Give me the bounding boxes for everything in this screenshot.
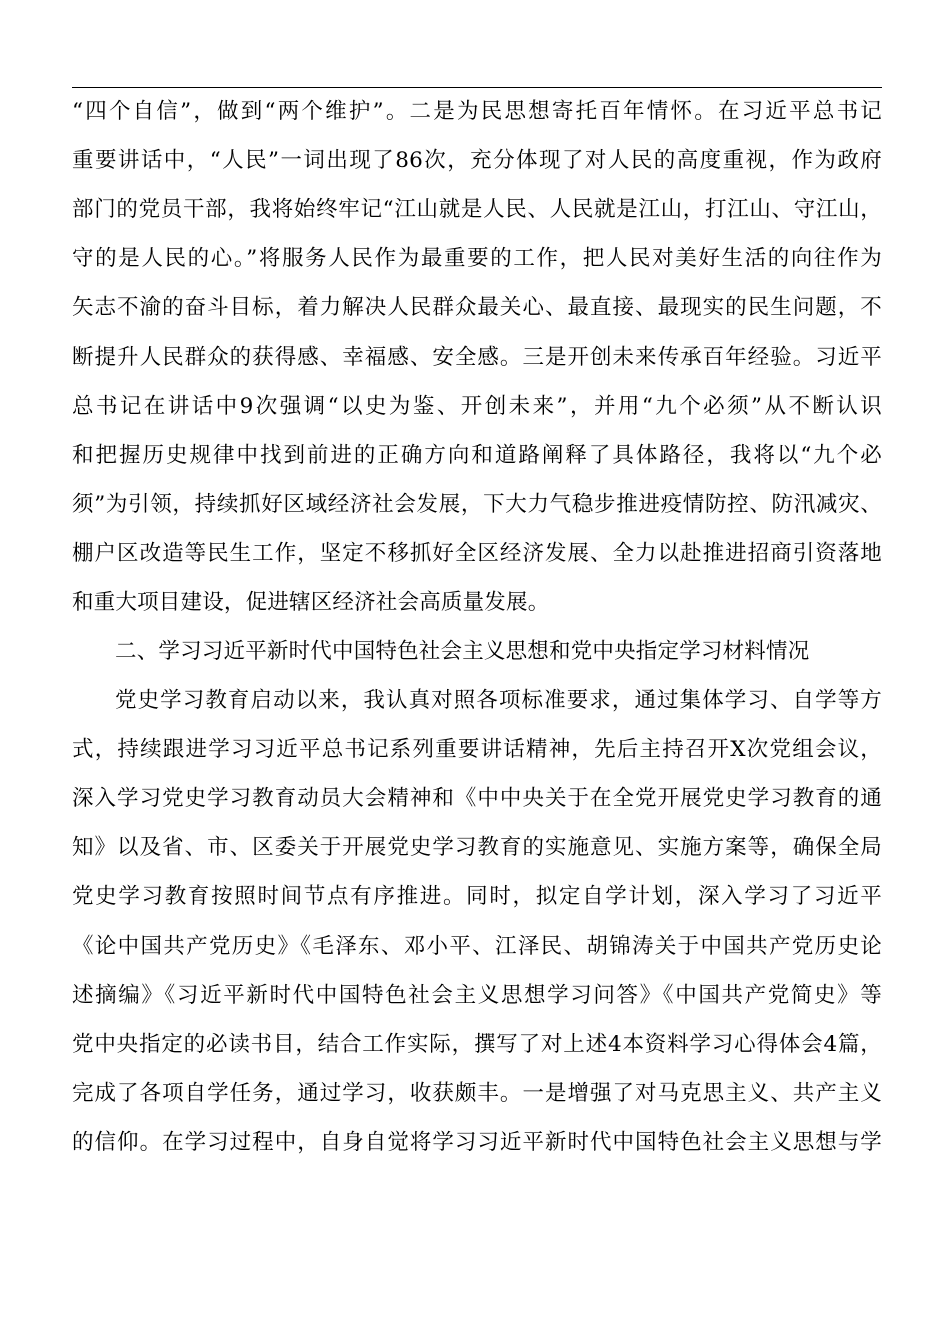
text-line: 棚户区改造等民生工作，坚定不移抓好全区经济发展、全力以赴推进招商引资落地 — [72, 541, 882, 566]
header-rule — [72, 87, 882, 88]
text-line: 知》以及省、市、区委关于开展党史学习教育的实施意见、实施方案等，确保全局 — [72, 835, 882, 860]
text-line: 矢志不渝的奋斗目标，着力解决人民群众最关心、最直接、最现实的民生问题，不 — [72, 295, 882, 320]
section-heading: 二、学习习近平新时代中国特色社会主义思想和党中央指定学习材料情况 — [115, 639, 810, 664]
text-line: 的信仰。在学习过程中，自身自觉将学习习近平新时代中国特色社会主义思想与学 — [72, 1130, 882, 1155]
text-line: 述摘编》《习近平新时代中国特色社会主义思想学习问答》《中国共产党简史》等 — [72, 983, 882, 1008]
text-line: 完成了各项自学任务，通过学习，收获颇丰。一是增强了对马克思主义、共产主义 — [72, 1081, 882, 1106]
text-line: 党史学习教育按照时间节点有序推进。同时，拟定自学计划，深入学习了习近平 — [72, 884, 882, 909]
text-line: 守的是人民的心。”将服务人民作为最重要的工作，把人民对美好生活的向往作为 — [72, 246, 882, 271]
text-line: 党中央指定的必读书目，结合工作实际，撰写了对上述4本资料学习心得体会4篇， — [72, 1032, 882, 1057]
text-line: 党史学习教育启动以来，我认真对照各项标准要求，通过集体学习、自学等方 — [115, 688, 882, 713]
text-line: 和把握历史规律中找到前进的正确方向和道路阐释了具体路径，我将以“九个必 — [72, 443, 882, 468]
text-line: 式，持续跟进学习习近平总书记系列重要讲话精神，先后主持召开X次党组会议， — [72, 737, 882, 762]
text-line: 须”为引领，持续抓好区域经济社会发展，下大力气稳步推进疫情防控、防汛减灾、 — [72, 492, 882, 517]
text-line: 部门的党员干部，我将始终牢记“江山就是人民、人民就是江山，打江山、守江山， — [72, 197, 882, 222]
text-line: 和重大项目建设，促进辖区经济社会高质量发展。 — [72, 590, 550, 615]
text-line: “四个自信”，做到“两个维护”。二是为民思想寄托百年情怀。在习近平总书记 — [72, 99, 882, 124]
text-line: 《论中国共产党历史》《毛泽东、邓小平、江泽民、胡锦涛关于中国共产党历史论 — [72, 934, 882, 959]
text-line: 断提升人民群众的获得感、幸福感、安全感。三是开创未来传承百年经验。习近平 — [72, 345, 882, 370]
text-line: 总书记在讲话中9次强调“以史为鉴、开创未来”，并用“九个必须”从不断认识 — [72, 394, 882, 419]
text-line: 深入学习党史学习教育动员大会精神和《中中央关于在全党开展党史学习教育的通 — [72, 786, 882, 811]
text-line: 重要讲话中，“人民”一词出现了86次，充分体现了对人民的高度重视，作为政府 — [72, 148, 882, 173]
